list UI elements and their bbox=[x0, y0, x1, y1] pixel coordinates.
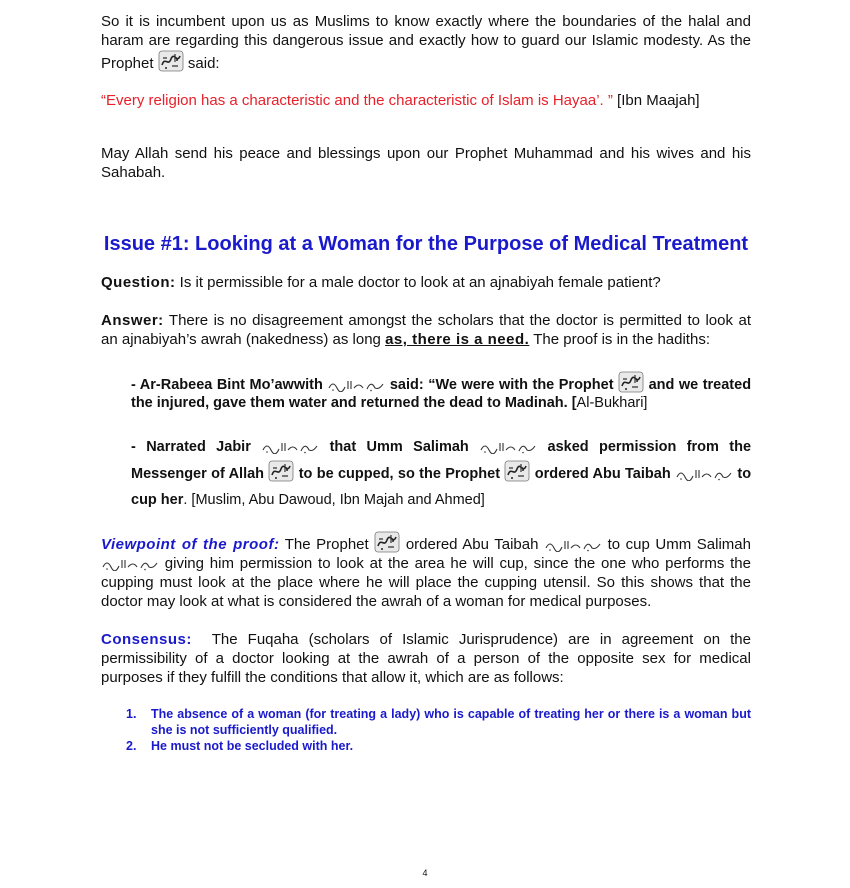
hadith-text: to be cupped, so the Prophet bbox=[298, 466, 501, 482]
intro-paragraph bbox=[101, 12, 751, 73]
hadith-reference: Al-Bukhari] bbox=[576, 395, 648, 411]
consensus-text: The Fuqaha (scholars of Islamic Jurisprudence) are in agreement on the permissibility of a doctor looking at the awrah of a person of the opposite sex for medical purposes if they fulfill the conditions that allow it, which are as follows: bbox=[101, 631, 751, 686]
condition-item bbox=[101, 738, 751, 754]
blessing-paragraph: May Allah send his peace and blessings upon our Prophet Muhammad and his wives and his Sahabah. bbox=[101, 145, 751, 181]
intro-text: So it is incumbent upon us as Muslims to know exactly where the boundaries of the halal and haram are regarding this dangerous issue and exactly how to guard our Islamic modesty. As the Prophet bbox=[101, 13, 751, 72]
page-number: 4 bbox=[422, 868, 428, 878]
hadith-text: and we treated the injured, gave them water and returned the dead to Madinah. [ bbox=[131, 377, 752, 411]
hadith-text: said: “We were with the Prophet bbox=[389, 377, 614, 393]
salawat-calligraphy-icon bbox=[158, 50, 184, 72]
conditions-list bbox=[101, 706, 751, 754]
answer-paragraph bbox=[101, 311, 751, 349]
condition-number: 1. bbox=[126, 707, 137, 721]
salawat-calligraphy-icon bbox=[374, 531, 400, 553]
consensus-label: Consensus: bbox=[101, 631, 192, 648]
radiallahu-anha-calligraphy-icon bbox=[479, 440, 537, 454]
salawat-calligraphy-icon bbox=[268, 460, 294, 482]
viewpoint-paragraph bbox=[101, 531, 751, 611]
salawat-calligraphy-icon bbox=[504, 460, 530, 482]
salawat-calligraphy-icon bbox=[618, 371, 644, 393]
hadith-item bbox=[101, 434, 751, 513]
hadith-reference: . [Muslim, Abu Dawoud, Ibn Majah and Ahmed] bbox=[183, 492, 485, 508]
radiallahu-anha-calligraphy-icon bbox=[675, 467, 733, 481]
viewpoint-text: giving him permission to look at the area he will cup, since the one who performs the cupping must look at the place where he will place the cupping utensil. So this shows that the doctor may look at what is considered the awrah of a woman for medical purposes. bbox=[101, 555, 751, 610]
condition-number: 2. bbox=[126, 739, 137, 753]
hadith-narrator: - Ar-Rabeea Bint Mo’awwith bbox=[131, 377, 323, 393]
answer-text: There is no disagreement amongst the scholars that the doctor is permitted to look at an ajnabiyah’s awrah (nakedness) as long bbox=[101, 312, 751, 348]
question-paragraph bbox=[101, 273, 751, 292]
document-page bbox=[101, 12, 751, 754]
hadith-text: ordered Abu Taibah bbox=[534, 466, 671, 482]
answer-label: Answer: bbox=[101, 312, 164, 329]
hadith-text: that Umm Salimah bbox=[329, 439, 469, 455]
viewpoint-label: Viewpoint of the proof: bbox=[101, 536, 280, 553]
issue-heading: Issue #1: Looking at a Woman for the Purpose of Medical Treatment bbox=[103, 233, 749, 255]
hadith-text: to cup her bbox=[131, 466, 752, 508]
viewpoint-text: to cup Umm Salimah bbox=[607, 536, 751, 553]
hadith-narrator: - Narrated Jabir bbox=[131, 439, 251, 455]
hadith-quote-paragraph bbox=[101, 91, 751, 110]
consensus-paragraph bbox=[101, 630, 751, 687]
intro-text-end: said: bbox=[187, 55, 220, 72]
question-label: Question: bbox=[101, 274, 176, 291]
hadith-text: asked permission from the Messenger of Allah bbox=[131, 439, 752, 482]
hayaa-quote: “Every religion has a characteristic and the characteristic of Islam is Hayaa’. ” bbox=[101, 92, 613, 109]
radiallahu-anha-calligraphy-icon bbox=[101, 557, 159, 571]
viewpoint-text: The Prophet bbox=[284, 536, 369, 553]
quote-reference: [Ibn Maajah] bbox=[617, 92, 700, 109]
answer-emphasis: as, there is a need. bbox=[385, 331, 530, 348]
answer-text-end: The proof is in the hadiths: bbox=[533, 331, 710, 348]
hadith-item bbox=[101, 371, 751, 412]
condition-text: The absence of a woman (for treating a lady) who is capable of treating her or there is a woman but she is not sufficiently qualified. bbox=[151, 707, 751, 737]
question-text: Is it permissible for a male doctor to look at an ajnabiyah female patient? bbox=[179, 274, 661, 291]
radiallahu-anha-calligraphy-icon bbox=[327, 378, 385, 392]
condition-item bbox=[101, 706, 751, 738]
radiallahu-anha-calligraphy-icon bbox=[544, 538, 602, 552]
condition-text: He must not be secluded with her. bbox=[151, 739, 354, 753]
radiallahu-anha-calligraphy-icon bbox=[261, 440, 319, 454]
viewpoint-text: ordered Abu Taibah bbox=[405, 536, 539, 553]
